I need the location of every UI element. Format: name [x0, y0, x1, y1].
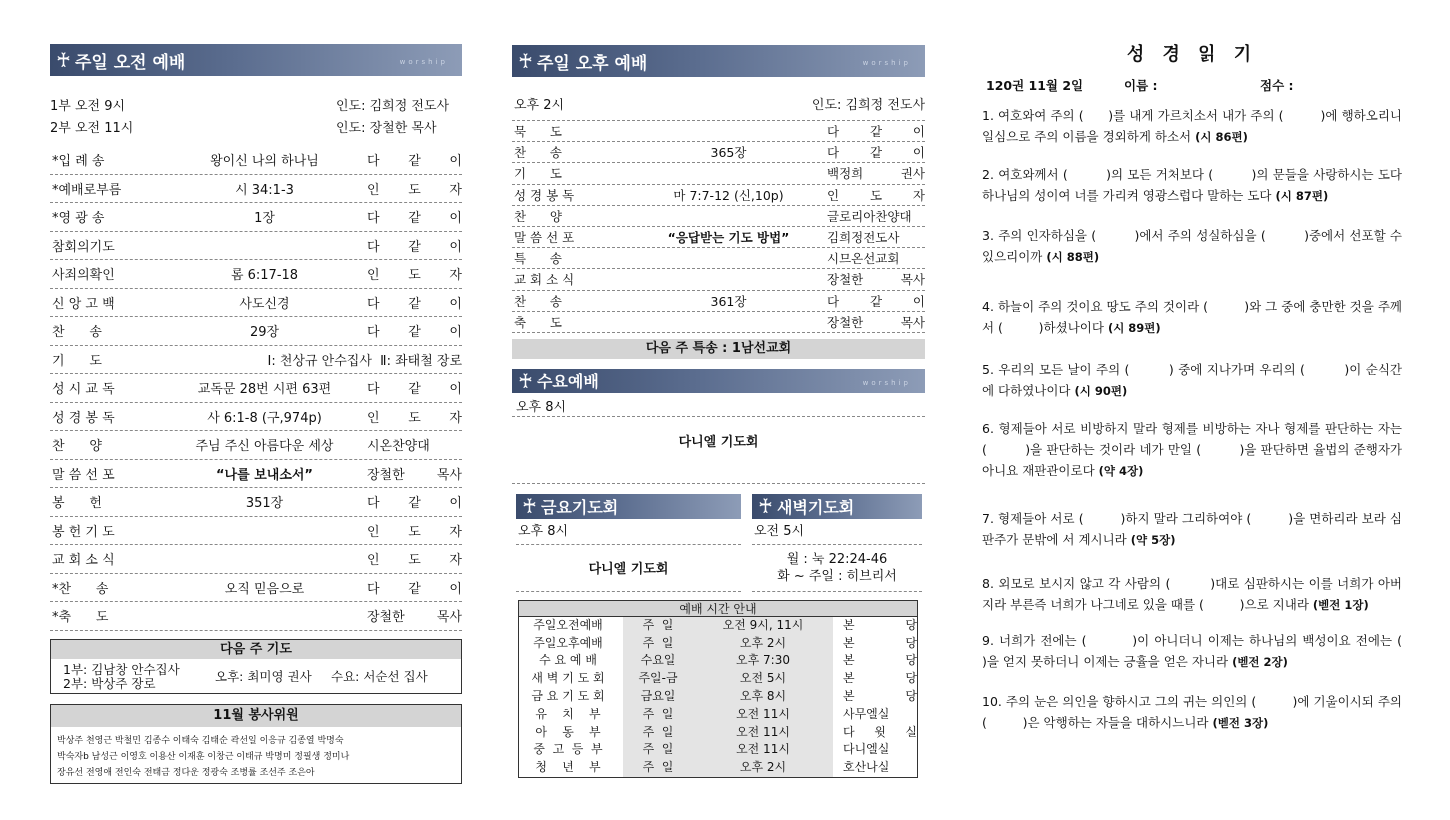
schedule-row — [519, 635, 917, 653]
score-label: 점수 : — [1260, 78, 1294, 93]
order-content: 교독문 28번 시편 63편 — [197, 382, 332, 398]
schedule-row — [519, 724, 917, 742]
afternoon-time-row — [512, 97, 925, 121]
cross-icon: ♰ — [56, 48, 71, 72]
order-row — [512, 227, 925, 248]
schedule-service: 주일오후예배 — [533, 635, 603, 650]
next-prayer-wed: 수요: 서순선 집사 — [331, 668, 428, 684]
question-text: 9. 너희가 전에는 ( )이 아니더니 이제는 하나님의 백성이요 전에는 ( )을 얻지 못하더니 이제는 긍휼을 얻은 자니라 — [982, 633, 1438, 669]
order-item: *예배로부름 — [52, 182, 122, 198]
order-item: 찬 양 — [52, 439, 102, 455]
question-text: 3. 주의 인자하심을 ( )에서 주의 성실하심을 ( )중에서 선포할 수 있으리이까 — [982, 228, 1406, 264]
order-item: 성 경 봉 독 — [514, 187, 575, 203]
cross-icon: ♰ — [522, 494, 537, 519]
banner-watermark: worship — [862, 59, 911, 67]
afternoon-service-banner — [512, 45, 925, 77]
order-row — [50, 175, 462, 204]
volunteers-line: 장유선 전영애 전인숙 전태금 정다운 정광숙 조병률 조선주 조은아 — [57, 767, 315, 778]
schedule-time: 오전 11시 — [693, 706, 833, 724]
order-item: 사죄의확인 — [52, 268, 115, 284]
order-content: 사 6:1-8 (구,974p) — [207, 410, 322, 426]
order-row — [512, 312, 925, 333]
question-reference: (벧전 2장) — [1232, 655, 1288, 669]
question-reference: (약 5장) — [1130, 533, 1176, 547]
question-reference: (시 90편) — [1074, 384, 1128, 398]
order-who: 다 같 이 — [367, 211, 462, 227]
cross-icon: ♰ — [758, 494, 773, 519]
order-row — [512, 269, 925, 290]
name-label: 이름 : — [1124, 78, 1158, 93]
dawn-prayer-title: 새벽기도회 — [776, 497, 855, 517]
schedule-time: 오후 7:30 — [693, 652, 833, 670]
question-text: 4. 하늘이 주의 것이요 땅도 주의 것이라 ( )와 그 중에 충만한 것을 주께서 ( )하셨나이다 — [982, 299, 1402, 335]
order-row — [50, 260, 462, 289]
next-prayer-box — [50, 639, 462, 694]
bible-question — [982, 691, 1406, 734]
next-special-song: 다음 주 특송 : 1남선교회 — [512, 339, 925, 359]
order-content: 롬 6:17-18 — [230, 268, 299, 284]
volunteers-title: 11월 봉사위원 — [51, 705, 461, 727]
morning-service-column — [50, 0, 462, 784]
schedule-service: 수 요 예 배 — [539, 653, 597, 668]
schedule-day: 주 일 — [623, 759, 693, 777]
order-who: 김희정전도사 — [827, 230, 900, 246]
schedule-day: 주 일 — [623, 617, 693, 635]
order-item: *축 도 — [52, 610, 109, 626]
bible-questions — [982, 105, 1438, 734]
schedule-service: 유 치 부 — [535, 706, 601, 721]
schedule-day: 금요일 — [623, 688, 693, 706]
schedule-day: 주 일 — [623, 724, 693, 742]
order-who: 다 같 이 — [367, 581, 462, 597]
order-who: 다 같 이 — [367, 496, 462, 512]
order-row — [512, 248, 925, 269]
schedule-place: 본 당 — [843, 653, 917, 668]
schedule-place: 다니엘실 — [843, 742, 890, 757]
schedule-row — [519, 688, 917, 706]
dawn-time: 오전 5시 — [752, 519, 922, 545]
service-time: 2부 오전 11시 — [50, 121, 134, 136]
schedule-time: 오후 8시 — [693, 688, 833, 706]
order-item: 성 시 교 독 — [52, 382, 115, 398]
schedule-service: 금 요 기 도 회 — [531, 689, 605, 704]
dawn-prayer-banner — [752, 494, 922, 519]
bible-question — [982, 508, 1402, 551]
schedule-day: 수요일 — [623, 652, 693, 670]
order-who: 인 도 자 — [367, 182, 462, 198]
order-item: 기 도 — [514, 166, 562, 182]
reading-volume: 120권 11월 2일 — [986, 78, 1084, 93]
order-row — [50, 289, 462, 318]
volunteers-line: 박상주 천영근 박철민 김종수 이태숙 김태순 곽선일 이응규 김종열 박명숙 — [57, 735, 344, 746]
next-prayer-pm: 오후: 최미영 권사 — [215, 668, 312, 684]
order-content: 351장 — [245, 496, 284, 512]
order-who: 장철한 목사 — [827, 272, 925, 288]
question-reference: (시 89편) — [1107, 321, 1161, 335]
next-prayer-first: 1부: 김남창 안수집사 — [63, 661, 180, 677]
question-text: 10. 주의 눈은 의인을 향하시고 그의 귀는 의인의 ( )에 기울이시되 주의 ( )은 악행하는 자들을 대하시느니라 — [982, 694, 1406, 730]
order-who: 다 같 이 — [367, 239, 462, 255]
bible-question — [982, 359, 1402, 402]
service-time: 1부 오전 9시 — [50, 99, 126, 114]
order-item: 특 송 — [514, 251, 562, 267]
service-leader: 인도: 김희정 전도사 — [811, 98, 925, 113]
prayer-meetings — [512, 494, 925, 592]
order-who: 장철한 목사 — [367, 467, 462, 483]
order-content: 365장 — [710, 145, 747, 161]
order-who: 다 같 이 — [367, 154, 462, 170]
order-item: *영 광 송 — [52, 211, 105, 227]
afternoon-order-of-worship — [512, 121, 925, 333]
question-text: 5. 우리의 모든 날이 주의 ( ) 중에 지나가며 우리의 ( )이 순식간에 다하였나이다 — [982, 362, 1402, 398]
schedule-table — [518, 600, 918, 778]
bible-question — [982, 225, 1406, 268]
order-item: 묵 도 — [514, 124, 562, 140]
order-row — [50, 602, 462, 631]
question-text: 1. 여호와여 주의 ( )를 내게 가르치소서 내가 주의 ( )에 행하오리니 일심으로 주의 이름을 경외하게 하소서 — [982, 108, 1406, 144]
next-prayer-body — [51, 659, 461, 691]
schedule-place: 본 당 — [843, 635, 917, 650]
order-who: 다 같 이 — [367, 325, 462, 341]
next-prayer-second: 2부: 박상주 장로 — [63, 675, 156, 691]
question-text: 2. 여호와께서 ( )의 모든 거처보다 ( )의 문들을 사랑하시는 도다 하나님의 성이여 너를 가리켜 영광스럽다 말하는 도다 — [982, 167, 1406, 203]
morning-order-of-worship — [50, 146, 462, 631]
order-row — [512, 163, 925, 184]
schedule-rows — [519, 617, 917, 777]
order-who: 다 같 이 — [827, 293, 925, 309]
banner-watermark: worship — [862, 378, 911, 387]
schedule-row — [519, 652, 917, 670]
friday-time: 오후 8시 — [516, 519, 741, 545]
banner-watermark: worship — [399, 58, 448, 66]
order-row — [512, 121, 925, 142]
order-item: 봉 헌 — [52, 496, 102, 512]
schedule-time: 오전 5시 — [693, 670, 833, 688]
schedule-day: 주일-금 — [623, 670, 693, 688]
question-reference: (벧전 1장) — [1312, 598, 1369, 612]
order-who: 인 도 자 — [367, 553, 462, 569]
question-text: 6. 형제들아 서로 비방하지 말라 형제를 비방하는 자나 형제를 판단하는 자는 ( )을 판단하는 것이라 네가 만일 ( )을 판단하면 율법의 준행자가 아니요 재판관이로다 — [982, 421, 1406, 478]
order-content: 시 34:1-3 — [235, 182, 294, 198]
schedule-service: 중 고 등 부 — [533, 742, 603, 757]
order-content: 주님 주신 아름다운 세상 — [195, 439, 334, 455]
bible-question — [982, 418, 1406, 482]
bible-reading-column — [982, 0, 1438, 734]
order-row — [512, 185, 925, 206]
friday-prayer-title: 금요기도회 — [540, 497, 619, 517]
order-who: 시온찬양대 — [367, 439, 430, 455]
order-who: 다 같 이 — [827, 145, 925, 161]
wednesday-service-banner — [512, 369, 925, 393]
schedule-row — [519, 741, 917, 759]
schedule-row — [519, 617, 917, 635]
order-who: 인 도 자 — [367, 410, 462, 426]
wednesday-service-title: 수요예배 — [536, 372, 599, 392]
question-reference: (시 88편) — [1046, 250, 1100, 264]
schedule-service: 청 년 부 — [535, 760, 601, 775]
order-row — [50, 545, 462, 574]
dawn-reading: 월 : 눅 22:24-46 — [786, 551, 888, 567]
order-row — [50, 517, 462, 546]
schedule-title: 예배 시간 안내 — [519, 601, 917, 617]
schedule-day: 주 일 — [623, 706, 693, 724]
schedule-service: 새 벽 기 도 회 — [531, 671, 605, 686]
order-who: 인 도 자 — [827, 187, 925, 203]
order-row — [50, 460, 462, 489]
volunteers-list — [51, 727, 461, 781]
order-who: 다 같 이 — [367, 296, 462, 312]
schedule-row — [519, 670, 917, 688]
order-content: “응답받는 기도 방법” — [667, 230, 790, 246]
question-reference: (시 87편) — [1275, 189, 1329, 203]
schedule-day: 주 일 — [623, 741, 693, 759]
friday-prayer-banner — [516, 494, 741, 519]
service-leader: 인도: 김희정 전도사 — [336, 99, 450, 114]
morning-service-banner — [50, 44, 462, 76]
morning-service-title: 주일 오전 예배 — [74, 52, 186, 73]
cross-icon: ♰ — [518, 49, 533, 73]
order-row — [50, 203, 462, 232]
order-row — [50, 146, 462, 175]
order-who: 백정희 권사 — [827, 166, 925, 182]
order-item: *입 례 송 — [52, 154, 105, 170]
dawn-prayer — [752, 494, 922, 592]
order-item: 말 씀 선 포 — [52, 467, 115, 483]
order-item: 찬 송 — [514, 293, 562, 309]
question-text: 7. 형제들아 서로 ( )하지 말라 그리하여야 ( )을 면하리라 보라 심판주가 문밖에 서 계시니라 — [982, 511, 1402, 547]
order-content: 왕이신 나의 하나님 — [210, 154, 319, 170]
order-item: 말 씀 선 포 — [514, 230, 575, 246]
service-time: 오후 2시 — [514, 98, 565, 113]
afternoon-service-column — [512, 0, 925, 778]
volunteers-box — [50, 704, 462, 784]
dawn-content — [752, 545, 922, 592]
order-content: “나를 보내소서” — [216, 467, 313, 483]
schedule-place: 호산나실 — [843, 760, 890, 775]
order-row — [512, 142, 925, 163]
order-who: 장철한 목사 — [367, 610, 462, 626]
schedule-time: 오후 2시 — [693, 635, 833, 653]
order-row — [50, 431, 462, 460]
schedule-service: 아 동 부 — [535, 724, 601, 739]
schedule-time: 오전 9시, 11시 — [693, 617, 833, 635]
question-text: 8. 외모로 보시지 않고 각 사람의 ( )대로 심판하시는 이를 너희가 아버지라 부른즉 너희가 나그네로 있을 때를 ( )으로 지내라 — [982, 576, 1402, 612]
service-leader: 인도: 장철한 목사 — [336, 121, 437, 136]
order-who: 인 도 자 — [367, 524, 462, 540]
order-row — [50, 488, 462, 517]
order-item: 성 경 봉 독 — [52, 410, 115, 426]
wednesday-time: 오후 8시 — [512, 393, 925, 417]
order-content: 마 7:7-12 (신,10p) — [673, 187, 784, 203]
order-item: 교 회 소 식 — [52, 553, 115, 569]
order-item: 찬 송 — [52, 325, 102, 341]
schedule-row — [519, 759, 917, 777]
order-item: 봉 헌 기 도 — [52, 524, 115, 540]
bible-question — [982, 296, 1402, 339]
schedule-place: 다 윗 실 — [843, 724, 917, 739]
order-item: 참회의기도 — [52, 239, 115, 255]
volunteers-line: 박숙자b 남성근 이영호 이용산 이재훈 이창근 이태규 박명미 정필생 정미나 — [57, 751, 350, 762]
order-row — [512, 206, 925, 227]
bible-reading-header — [982, 76, 1402, 94]
dawn-reading: 화 ~ 주일 : 히브리서 — [777, 568, 897, 584]
schedule-place: 본 당 — [843, 671, 917, 686]
order-content: 29장 — [249, 325, 280, 341]
order-item: 기 도 — [52, 353, 102, 369]
order-item: 신 앙 고 백 — [52, 296, 115, 312]
friday-prayer — [516, 494, 741, 592]
order-content: 1장 — [254, 211, 275, 227]
schedule-place: 본 당 — [843, 689, 917, 704]
order-row — [50, 346, 462, 375]
order-content: 오직 믿음으로 — [224, 581, 305, 597]
order-item: 축 도 — [514, 314, 562, 330]
question-reference: (시 86편) — [1195, 130, 1248, 144]
order-item: 찬 양 — [514, 208, 562, 224]
schedule-time: 오후 2시 — [693, 759, 833, 777]
order-who: 글로리아찬양대 — [827, 208, 912, 224]
schedule-day: 주 일 — [623, 635, 693, 653]
question-reference: (벧전 3장) — [1212, 716, 1269, 730]
schedule-place: 본 당 — [843, 617, 917, 632]
order-who: 인 도 자 — [367, 268, 462, 284]
order-item: 찬 송 — [514, 145, 562, 161]
order-row — [50, 403, 462, 432]
order-item: *찬 송 — [52, 581, 109, 597]
schedule-row — [519, 706, 917, 724]
schedule-service: 주일오전예배 — [533, 617, 603, 632]
order-who: 장철한 목사 — [827, 314, 925, 330]
service-time-row — [50, 96, 462, 118]
cross-icon: ♰ — [518, 368, 533, 393]
order-content: Ⅰ: 천상규 안수집사 Ⅱ: 좌태철 장로 — [267, 353, 462, 369]
order-who: 다 같 이 — [367, 382, 462, 398]
order-row — [50, 574, 462, 603]
bible-question — [982, 630, 1438, 673]
order-content: 사도신경 — [239, 296, 290, 312]
afternoon-service-title: 주일 오후 예배 — [536, 53, 648, 74]
order-who: 시므온선교회 — [827, 251, 900, 267]
order-who: 다 같 이 — [827, 124, 925, 140]
bible-question — [982, 573, 1402, 616]
bible-question — [982, 164, 1406, 207]
schedule-time: 오전 11시 — [693, 724, 833, 742]
question-reference: (약 4장) — [1098, 464, 1144, 478]
schedule-time: 오전 11시 — [693, 741, 833, 759]
order-item: 교 회 소 식 — [514, 272, 575, 288]
order-content: 361장 — [710, 293, 747, 309]
next-prayer-title: 다음 주 기도 — [51, 640, 461, 659]
order-row — [50, 317, 462, 346]
service-time-row — [50, 118, 462, 140]
schedule-place: 사무엘실 — [843, 706, 890, 721]
friday-content: 다니엘 기도회 — [516, 545, 741, 592]
order-row — [50, 374, 462, 403]
order-row — [512, 291, 925, 312]
bible-question — [982, 105, 1406, 148]
morning-times — [50, 96, 462, 140]
bible-reading-title: 성 경 읽 기 — [1126, 44, 1258, 65]
wednesday-content: 다니엘 기도회 — [512, 417, 925, 484]
order-row — [50, 232, 462, 261]
